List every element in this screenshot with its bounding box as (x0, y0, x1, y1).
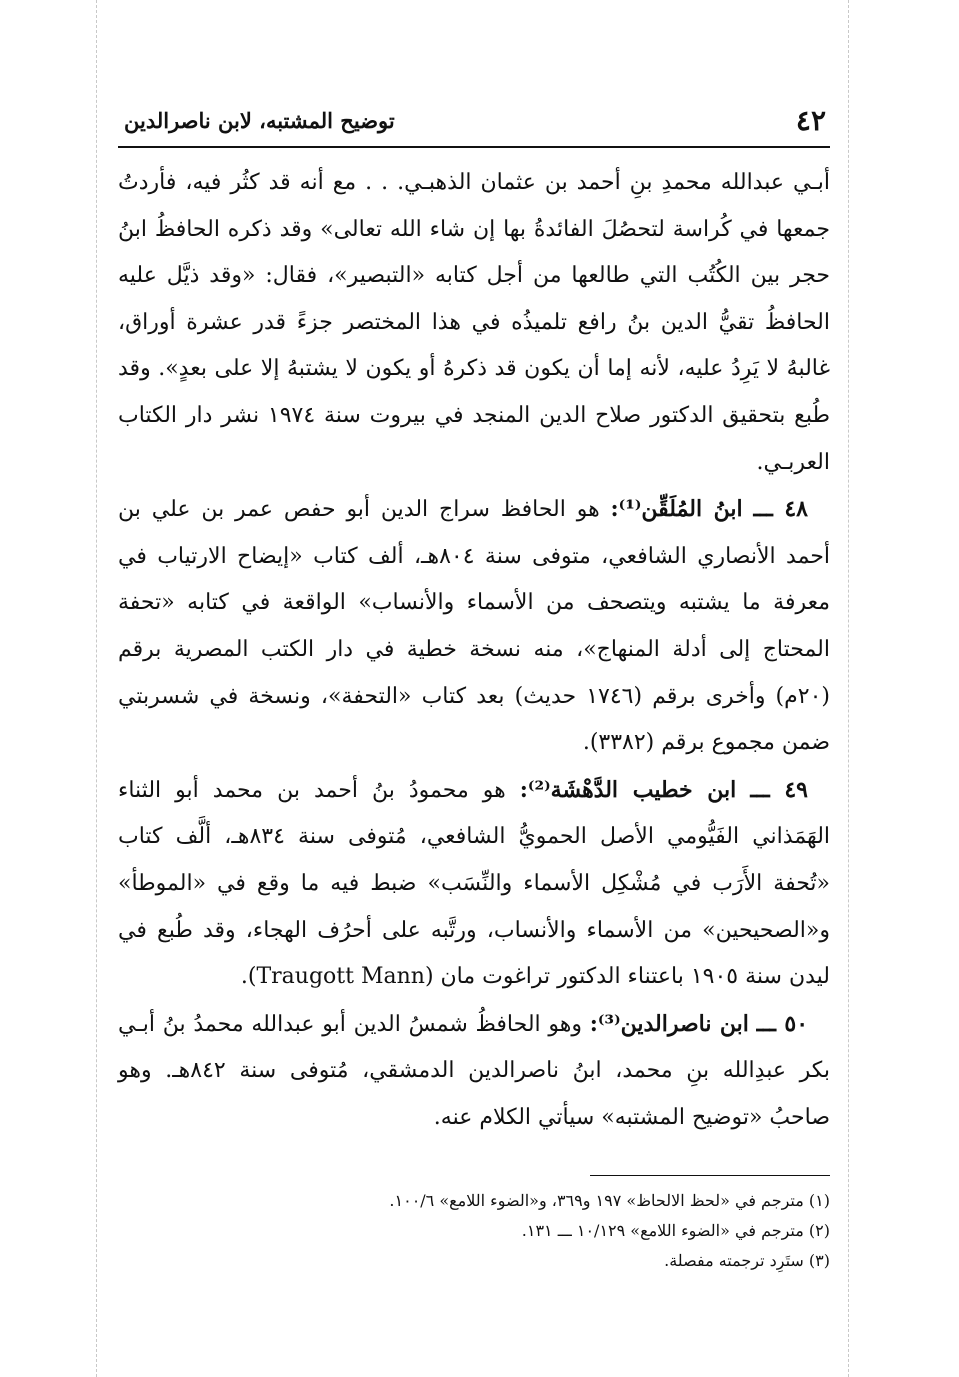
running-title: توضيح المشتبه، لابن ناصرالدين (124, 108, 395, 133)
entry-text: هو الحافظ سراج الدين أبو حفص عمر بن علي بن أحمد الأنصاري الشافعي، متوفى سنة ٨٠٤هـ، ألف كتاب «إيضاح الارتياب في معرفة ما يشتبه ويتصحف من الأسماء والأنساب» الواقعة في كتابه «تحفة المحتاج إلى أدلة المنهاج»، منه نسخة خطية في دار الكتب المصرية برقم (٢٠م) وأخرى برقم (١٧٤٦ حديث) بعد كتاب «التحفة»، ونسخة في شسربتي ضمن مجموع برقم (٣٣٨٢). (118, 497, 831, 756)
entry-48 (118, 486, 830, 767)
margin-guide-right (848, 0, 849, 1377)
entry-name: ابن ناصرالدين⁽³⁾: (589, 1010, 749, 1037)
entry-number: ٤٩ ـــ (750, 776, 808, 803)
entry-text: هو محمودُ بنُ أحمد بن محمد أبو الثناء الهَمَذاني الفَيُّومي الأصل الحمويُّ الشافعي، مُتوفى سنة ٨٣٤هـ، ألَّف كتاب «تُحفة الأَرَب في مُشْكِل الأسماء والنِّسَب» ضبط فيه ما وقع في «الموطأ» و«الصحيحين» من الأسماء والأنساب، ورتَّبه على أحرُف الهجاء، وقد طُبع في ليدن سنة ١٩٠٥ باعتناء الدكتور تراغوت مان (Traugott Mann). (118, 777, 831, 990)
entry-number: ٤٨ ـــ (753, 496, 808, 523)
main-text (118, 160, 830, 1141)
footnote-1: (١) مترجم في «لحظ الالحاظ» ١٩٧ و٣٦٩، و«الضوء اللامع» ١٠٠/٦. (389, 1191, 830, 1210)
entry-text: وهو الحافظُ شمسُ الدين أبو عبدالله محمدُ بنُ أبـي بكر عبدِالله بنِ محمد، ابنُ ناصرالدين الدمشقي، مُتوفى سنة ٨٤٢هـ. وهو صاحبُ «توضيح المشتبه» سيأتي الكلام عنه. (118, 1011, 831, 1130)
footnote-separator (590, 1175, 830, 1176)
footnote-2: (٢) مترجم في «الضوء اللامع» ١٠/١٢٩ ـــ ١٣١. (521, 1221, 830, 1240)
page-header (118, 98, 830, 148)
footnote-3: (٣) ستَرِد ترجمته مفصلة. (664, 1251, 830, 1270)
entry-name: ابن خطيب الدَّهْشَة⁽²⁾: (519, 776, 737, 803)
entry-name: ابنُ المُلَقِّن⁽¹⁾: (610, 496, 743, 523)
paragraph-intro: أبـي عبدالله محمدِ بنِ أحمد بن عثمان الذهبـي. . . مع أنه قد كثُر فيه، فأردتُ جمعها في كُراسة لتحصُلَ الفائدةُ بها إن شاء الله تعالى» وقد ذكره الحافظُ ابنُ حجر بين الكُتُب التي طالعها من أجل كتابه «التبصير»، فقال: «وقد ذيَّل عليه الحافظُ تقيُّ الدين بنُ رافع تلميذُه في هذا المختصر جزءً قدر عشرة أوراق، غالبهُ لا يَرِدُ عليه، لأنه إما أن يكون قد ذكرهُ أو يكون لا يشتبهُ إلا على بعدٍ». وقد طُبع بتحقيق الدكتور صلاح الدين المنجد في بيروت سنة ١٩٧٤ نشر دار الكتاب العربـي. (118, 170, 830, 475)
entry-number: ٥٠ ـــ (756, 1010, 809, 1037)
margin-guide-left (96, 0, 97, 1377)
entry-50 (118, 1001, 830, 1142)
footnotes (118, 1186, 830, 1276)
entry-49 (118, 767, 830, 1001)
page-number: ٤٢ (795, 104, 826, 137)
